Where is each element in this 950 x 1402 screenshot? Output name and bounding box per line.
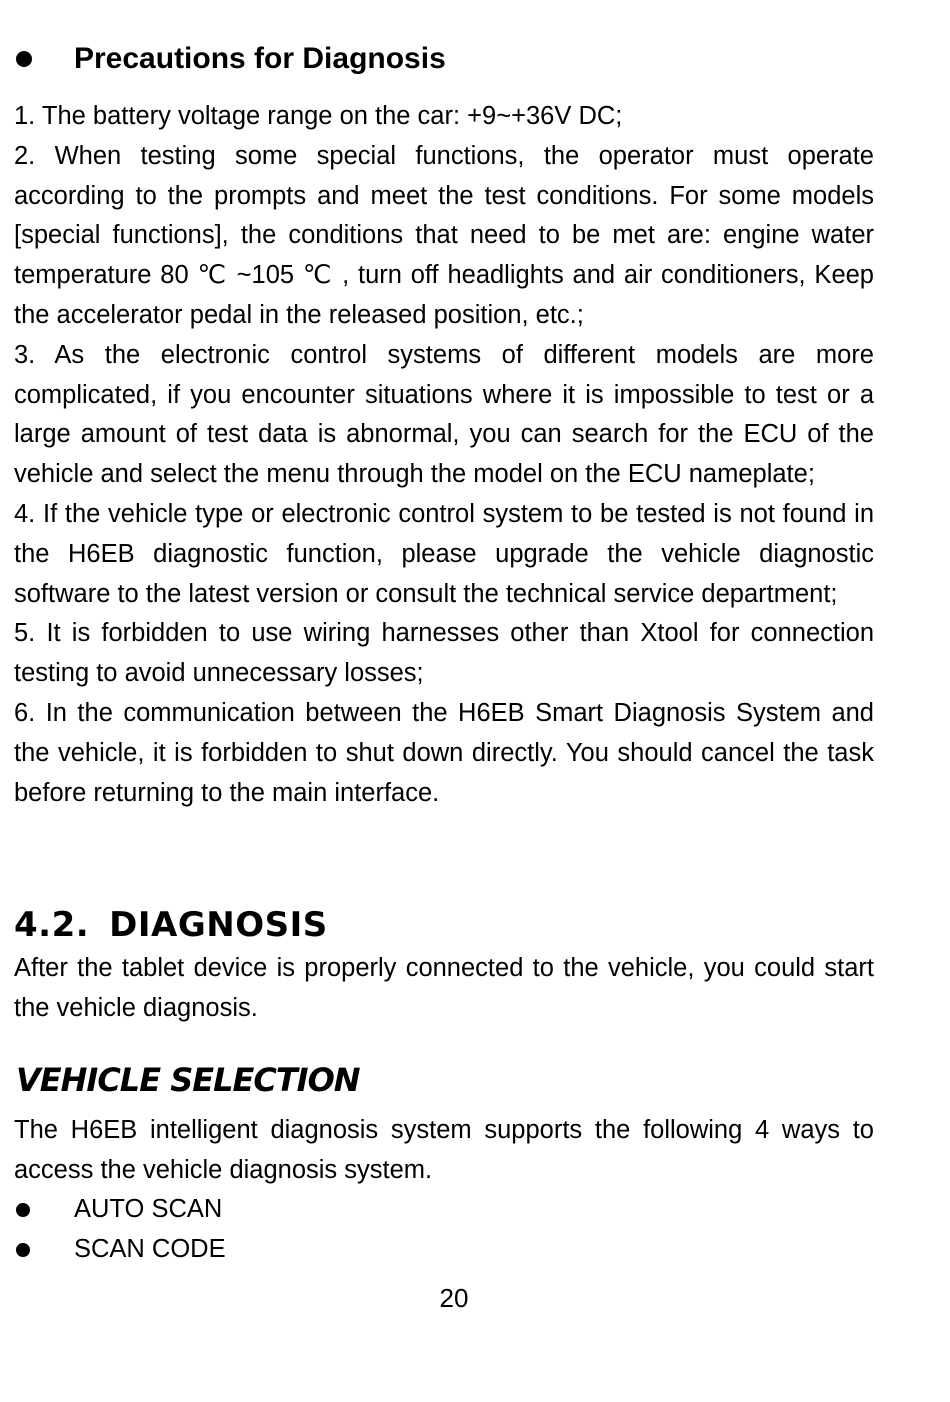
diagnosis-intro [14,949,874,1029]
precaution-item-4: 4. If the vehicle type or electronic control system to be tested is not found in the H6EB diagnostic function, please upgrade the vehicle diagnostic software to the latest version or consult the technical service department; [14,499,874,608]
vehicle-selection-intro-text: The H6EB intelligent diagnosis system supports the following 4 ways to access the vehicle diagnosis system. [14,1116,874,1184]
vehicle-selection-heading: VEHICLE SELECTION [16,1061,360,1099]
vehicle-selection-intro [14,1111,874,1191]
section-number: 4.2. [14,905,90,945]
precaution-item-3: 3. As the electronic control systems of different models are more complicated, if you encounter situations where it is impossible to test or a large amount of test data is abnormal, you can search for the ECU of the vehicle and select the menu through the model on the ECU nameplate; [14,340,874,489]
page-number: 20 [439,1283,469,1313]
precaution-item-2: 2. When testing some special functions, the operator must operate according to the prompts and meet the test conditions. For some models [special functions], the conditions that need to be met are: engine water temperature 80 ℃ ~105 ℃ , turn off headlights and air conditioners, Keep the accelerator pedal in the released position, etc.; [14,141,874,329]
method-label: AUTO SCAN [74,1195,223,1223]
precaution-item-1: 1. The battery voltage range on the car: +9~+36V DC; [14,102,623,130]
diagnosis-intro-text: After the tablet device is properly connected to the vehicle, you could start the vehicle diagnosis. [14,954,874,1022]
method-label: SCAN CODE [74,1234,226,1263]
list-item [14,1230,874,1270]
access-methods-list [14,1190,874,1270]
precautions-heading-label: Precautions for Diagnosis [74,42,446,75]
precautions-heading [14,40,446,78]
precaution-item-6: 6. In the communication between the H6EB Smart Diagnosis System and the vehicle, it is forbidden to shut down directly. You should cancel the task before returning to the main interface. [14,698,874,807]
list-item [14,1190,874,1230]
precaution-item-5: 5. It is forbidden to use wiring harnesses other than Xtool for connection testing to avoid unnecessary losses; [14,619,874,688]
precautions-list [14,97,874,813]
bullet-icon [16,1203,30,1217]
diagnosis-heading [14,903,328,947]
bullet-icon [16,1243,30,1257]
section-title: DIAGNOSIS [109,905,328,945]
bullet-icon [16,51,32,67]
